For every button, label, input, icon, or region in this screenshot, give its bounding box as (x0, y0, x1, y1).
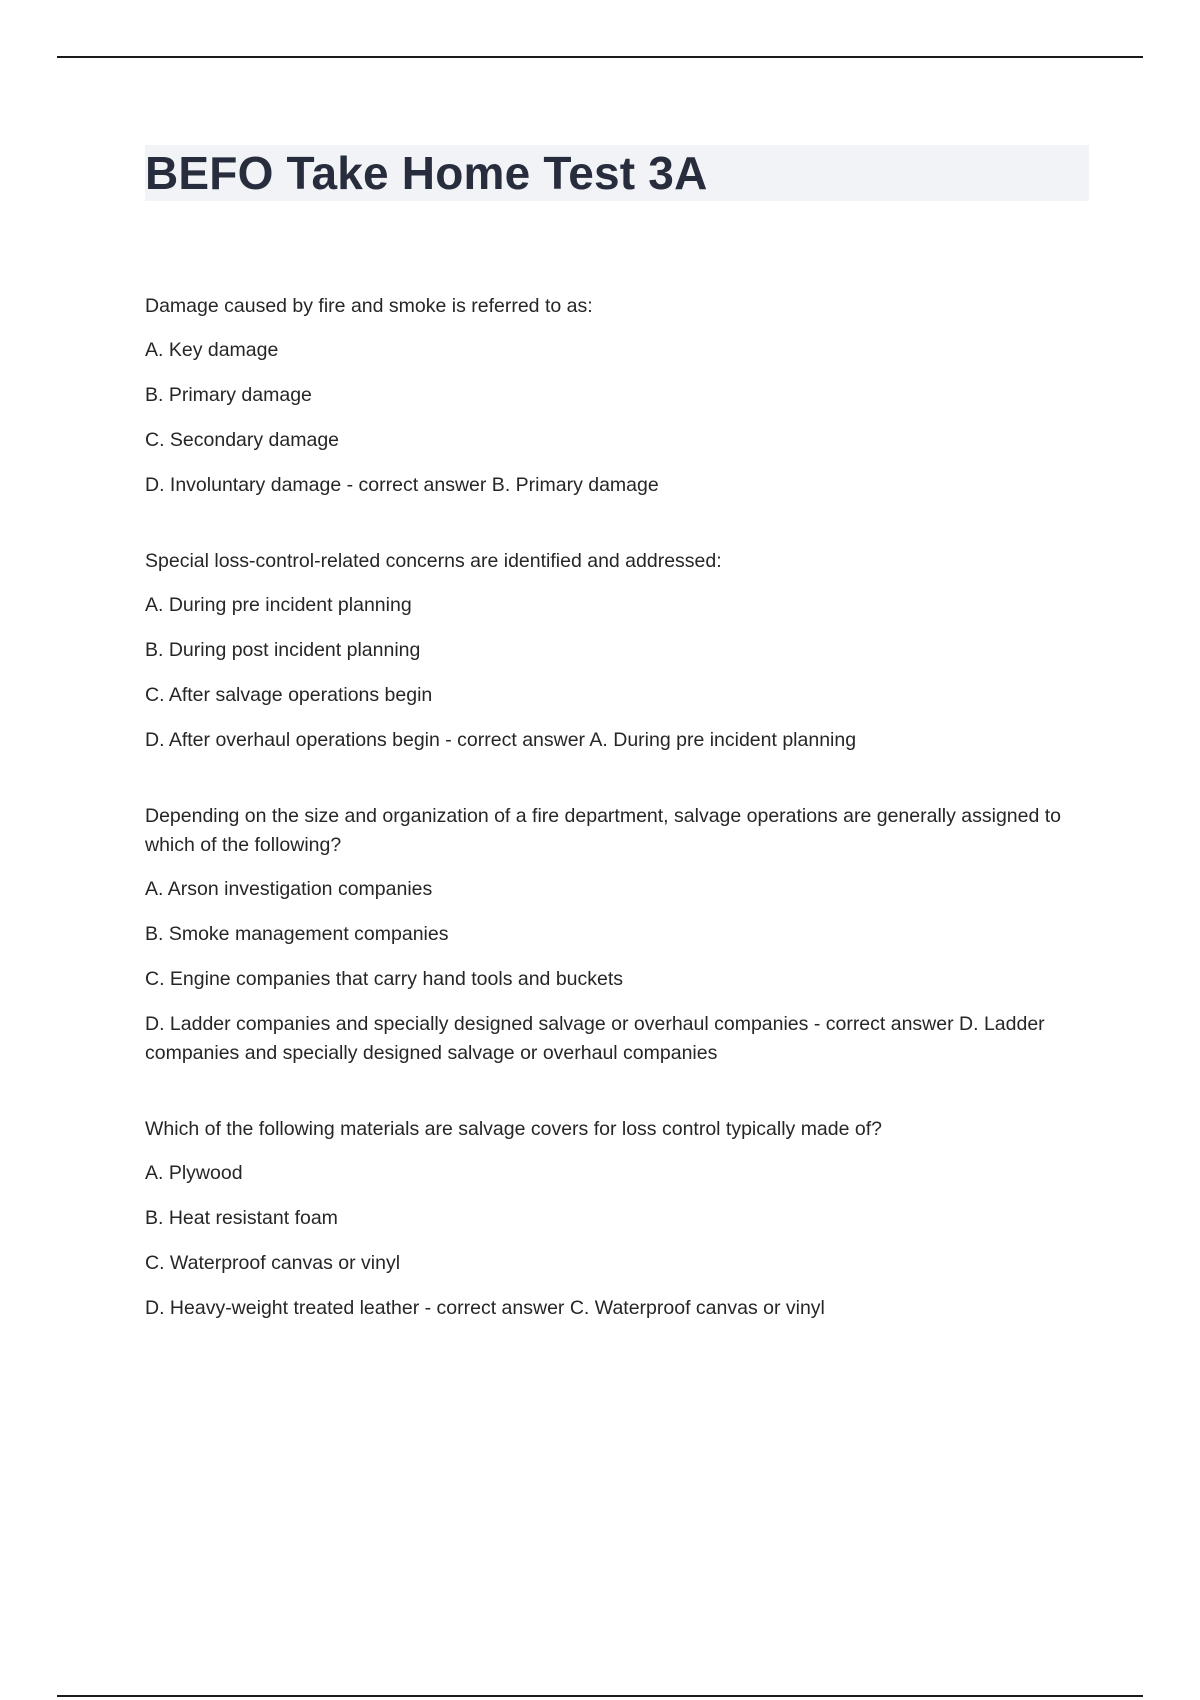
answer-option: C. Engine companies that carry hand tools and buckets (145, 968, 624, 990)
question-block (145, 547, 1085, 755)
question-block (145, 802, 1085, 1068)
answer-option-with-correct-answer: D. Involuntary damage - correct answer B. Primary damage (145, 474, 659, 496)
answer-option-with-correct-answer: D. Heavy-weight treated leather - correct answer C. Waterproof canvas or vinyl (145, 1297, 825, 1319)
answer-option: A. Plywood (145, 1162, 243, 1184)
question-text: Special loss-control-related concerns are identified and addressed: (145, 550, 722, 572)
question-block (145, 292, 1085, 500)
answer-option: B. Heat resistant foam (145, 1207, 338, 1229)
answer-option: A. During pre incident planning (145, 594, 412, 616)
top-divider (57, 56, 1143, 58)
question-text: Depending on the size and organization of a fire department, salvage operations are generally assigned to which of the following? (145, 805, 1062, 856)
answer-option: C. After salvage operations begin (145, 684, 433, 706)
answer-option-with-correct-answer: D. Ladder companies and specially designed salvage or overhaul companies - correct answer D. Ladder companies and specially designed salvage or overhaul companies (145, 1013, 1045, 1064)
answer-option: C. Secondary damage (145, 429, 340, 451)
bottom-divider (57, 1695, 1143, 1697)
answer-option: C. Waterproof canvas or vinyl (145, 1252, 401, 1274)
question-list (145, 292, 1085, 1370)
page-title: BEFO Take Home Test 3A (145, 147, 708, 199)
answer-option-with-correct-answer: D. After overhaul operations begin - correct answer A. During pre incident planning (145, 729, 857, 751)
question-text: Damage caused by fire and smoke is referred to as: (145, 295, 593, 317)
answer-option: A. Key damage (145, 339, 279, 361)
answer-option: B. Smoke management companies (145, 923, 449, 945)
question-block (145, 1115, 1085, 1323)
question-text: Which of the following materials are salvage covers for loss control typically made of? (145, 1118, 882, 1140)
answer-option: B. Primary damage (145, 384, 312, 406)
answer-option: A. Arson investigation companies (145, 878, 433, 900)
answer-option: B. During post incident planning (145, 639, 421, 661)
